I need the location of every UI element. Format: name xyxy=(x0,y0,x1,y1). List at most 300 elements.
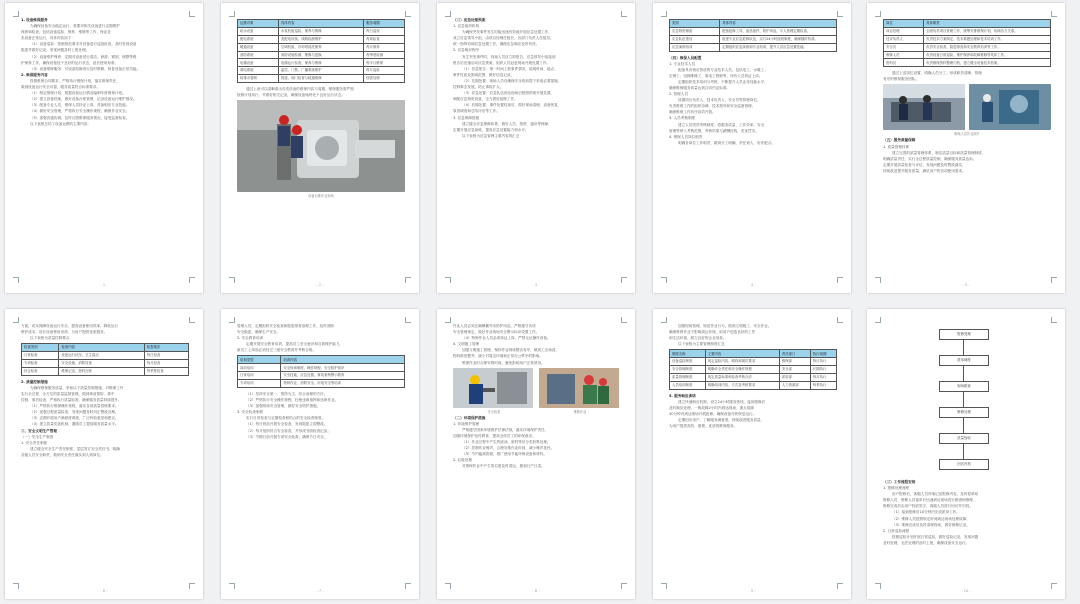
document-page-8[interactable] xyxy=(437,309,635,599)
text-line: 维保作业时合理安排时间，避免影响用户正常使用。 xyxy=(462,360,545,365)
table-cell: 空调机组、冷却塔清洗保养 xyxy=(278,43,363,51)
text-line: 2. 日常巡检流程 xyxy=(883,528,910,533)
page-body xyxy=(883,17,1051,279)
table-header-cell: 岗位 xyxy=(884,20,924,28)
page-body xyxy=(21,323,189,585)
photo-block-left xyxy=(453,366,535,415)
text-line: 2. 管理人员 xyxy=(669,92,688,97)
photo-caption: 设备运维作业现场 xyxy=(308,194,334,199)
text-line: 和生活环境，树立良好的企业形象。 xyxy=(669,336,727,341)
text-line: （2）控制作业噪声，合理安排作业时间，减少噪声扰民。 xyxy=(462,446,555,451)
table-cell: 每日执行 xyxy=(810,358,836,366)
page-number: - 2 - xyxy=(316,283,324,287)
text-line: （2）加强过程质量检查，发现问题及时纠正整改处理。 xyxy=(30,410,119,415)
table-cell: 安全员 xyxy=(884,43,924,51)
table-cell: 弱电系统 xyxy=(238,67,279,75)
table-header-row xyxy=(238,356,405,364)
table-cell: 质检部 xyxy=(779,374,810,382)
table-cell: 日常培训 xyxy=(238,372,281,380)
page-number: - 3 - xyxy=(532,283,540,287)
text-line: 1. 质量管理体系 xyxy=(883,144,910,149)
text-line: 30分钟内到达现场开展抢修，确保设备尽快恢复运行。 xyxy=(669,412,757,417)
text-line: （4）后期处置：事件处置结束后，做好现场清理、设备恢复、 xyxy=(462,103,562,108)
table-cell: 安全管理制度 xyxy=(670,366,706,374)
table-cell: 安全规章制度、操作规程、安全防护知识 xyxy=(281,364,405,372)
text-line: 维修完成后由用户验收签字，客服人员进行回访并归档。 xyxy=(883,504,973,509)
text-line: （3）设备维修服务：对设备故障进行及时维修，恢复设备正常功能。 xyxy=(30,66,141,71)
table-cell: 应急演练培训 xyxy=(670,43,720,51)
page-body xyxy=(669,17,837,279)
text-line: 维修人员，维修人员接单后迅速到达现场进行勘查和维修， xyxy=(883,498,977,503)
table-cell: 每日巡视 xyxy=(364,27,405,35)
table-cell: 专项检查 xyxy=(22,360,59,368)
table-cell: 电梯设备 xyxy=(238,59,279,67)
table-cell: 综合检查 xyxy=(22,367,59,375)
text-line: 维护成本，延长设备使用寿命，为用户提供优质服务。 xyxy=(21,330,108,335)
page-number: - 8 - xyxy=(532,589,540,593)
table-row xyxy=(238,75,405,83)
text-line: 2. 应急响应程序 xyxy=(453,48,480,53)
document-page-10[interactable] xyxy=(867,309,1065,599)
text-line: 按照维保合同要求，严格执行维保计划，落实维保责任， xyxy=(30,78,120,83)
table-cell: 应急队伍建设 xyxy=(670,35,720,43)
table-header-cell: 运维对象 xyxy=(238,20,279,28)
text-line: 建立健全应急保障体系，做好人员、物资、通讯等保障， xyxy=(462,121,552,126)
table-cell: 每月保养 xyxy=(364,43,405,51)
text-line: 有序的维保服务团队。 xyxy=(883,77,919,82)
table-cell: 长期执行 xyxy=(810,366,836,374)
page-body xyxy=(669,323,837,585)
text-line: 建立完善的质量管理体系，制定质量目标和质量管理制度， xyxy=(892,150,986,155)
document-page-3[interactable] xyxy=(437,3,635,293)
text-line: （4）建立质量奖惩机制，激励员工提高服务质量水平。 xyxy=(30,422,119,427)
section-heading: （四）维保人员配置 xyxy=(669,55,702,60)
table-cell: 变配电设备、线路检测维护 xyxy=(278,35,363,43)
table-cell: 全面负责项目管理工作，统筹安排维保计划，协调各方关系。 xyxy=(924,27,1051,35)
text-line: 以下表格为主要管理制度汇总： xyxy=(678,342,729,347)
table-cell: 明确安全责任和安全操作规程 xyxy=(705,366,779,374)
table-cell: 资料员 xyxy=(884,59,924,67)
table-header-cell: 执行周期 xyxy=(810,350,836,358)
table-cell: 应急物资储备 xyxy=(670,27,720,35)
table-cell: 每半月维保 xyxy=(364,59,405,67)
table-cell: 负责维保资料整理归档，建立健全设备技术档案。 xyxy=(924,59,1051,67)
text-line: （1）严格执行维保操作规程，落实各项质量管理要求。 xyxy=(30,404,119,409)
table-cell: 每月执行 xyxy=(810,374,836,382)
text-line: 原因调查和总结评估等工作。 xyxy=(453,109,500,114)
flow-step: 现场勘查 xyxy=(939,381,989,392)
page-number: - 5 - xyxy=(962,283,970,287)
table-cell: 每月检查 xyxy=(144,360,188,368)
table-row xyxy=(670,381,837,389)
text-line: （1）设备巡检：按照规范要求对设备进行巡视检查，及时发现设备 xyxy=(30,42,137,47)
table-row xyxy=(238,364,405,372)
text-line: 定期开展应急演练，提高应急处置能力和水平。 xyxy=(453,127,529,132)
table-cell: 水泵机组巡检、保养与维修 xyxy=(278,27,363,35)
text-line: 确保维保服务质量达到合同约定标准。 xyxy=(669,85,731,90)
table-row xyxy=(238,35,405,43)
section-heading: （三）应急处理预案 xyxy=(453,18,486,22)
text-line: 定期回访用户，了解服务满意度，持续改进服务质量， xyxy=(678,418,765,423)
table-cell: 维保记录、资料台账 xyxy=(59,367,144,375)
table-cell: 电梯运行检查、保养与维修 xyxy=(278,59,363,67)
table-cell: 每周检查 xyxy=(364,35,405,43)
page-body xyxy=(237,17,405,279)
table-cell: 项目经理 xyxy=(884,27,924,35)
table-row xyxy=(884,59,1051,67)
table-row xyxy=(884,43,1051,51)
page-number: - 4 - xyxy=(748,283,756,287)
table-cell: 管道、阀门检查与疏通维修 xyxy=(278,75,363,83)
table-cell: 人员培训制度 xyxy=(670,381,706,389)
text-line: 持续改进提升服务质量，满足用户的各项使用需求。 xyxy=(883,168,966,173)
text-line: 明确质量责任，实行全过程质量控制，确保服务质量达标。 xyxy=(883,156,977,161)
table-row xyxy=(22,367,189,375)
text-line: 加强环境保护宣传教育，提高全体员工的环保意识。 xyxy=(453,433,536,438)
page-number: - 6 - xyxy=(100,589,108,593)
text-line: （1）信息报告：第一时间上报事件情况，说明时间、地点、 xyxy=(462,66,558,71)
table-row xyxy=(238,372,405,380)
table-header-row xyxy=(884,20,1051,28)
text-line: 安全管理规定，做好作业现场安全警示标识设置工作。 xyxy=(453,330,540,335)
page-number: - 10 - xyxy=(961,589,971,593)
text-line: 控制事态发展，防止事故扩大。 xyxy=(453,85,504,90)
text-line: 安全隐患，确保生产安全。 xyxy=(237,330,281,335)
page-body xyxy=(21,17,189,279)
text-line: 实行日常检查与定期检查相结合的安全检查制度。 xyxy=(246,416,326,421)
text-line: 按照计划执行，并做好相关记录，确保设备始终处于良好运行状态。 xyxy=(237,93,345,98)
table-cell: 日常检查 xyxy=(22,352,59,360)
table-header-cell: 制度名称 xyxy=(670,350,706,358)
staff-photo-right xyxy=(969,84,1052,130)
table-header-row xyxy=(670,350,837,358)
text-line: （1）制定维保计划，根据设备运行情况编制年度维保计划。 xyxy=(30,91,126,96)
document-page-9[interactable] xyxy=(653,309,851,599)
maintenance-table xyxy=(237,19,405,83)
table-cell: 负责设备日常巡检、维护保养和故障维修等具体工作。 xyxy=(924,51,1051,59)
photo-caption: 维修作业 xyxy=(573,409,587,414)
table-cell: 每季度检测 xyxy=(364,51,405,59)
flow-step: 报修受理 xyxy=(939,329,989,340)
table-header-cell: 具体内容 xyxy=(278,20,363,28)
table-header-cell: 主要内容 xyxy=(705,350,779,358)
table-cell: 设备巡检制度 xyxy=(670,358,706,366)
text-line: 做到设备运行安全可靠，服务质量符合标准要求。 xyxy=(21,85,101,90)
document-page-5[interactable] xyxy=(867,3,1065,293)
text-line: 各级人员安全职责，做到安全责任落实到人到岗位。 xyxy=(21,452,104,457)
table-cell: 岗前培训 xyxy=(238,364,281,372)
page-body xyxy=(883,323,1051,585)
staff-photo-left xyxy=(883,84,966,130)
section-heading: 1. 设备维保服务 xyxy=(21,18,48,22)
text-line: 2. 垃圾处理 xyxy=(453,458,472,463)
page-body xyxy=(237,323,405,585)
table-cell: 特种作业、消防安全、用电安全等培训 xyxy=(281,380,405,388)
table-row xyxy=(670,35,837,43)
inspection-photo xyxy=(453,368,535,408)
text-line: 负责维保工作的组织协调、技术指导和安全监督管理， xyxy=(669,104,756,109)
text-line: 严格遵守国家环境保护法律法规，落实环境保护责任， xyxy=(462,427,549,432)
table-cell: 消防系统 xyxy=(238,51,279,59)
table-row xyxy=(884,35,1051,43)
table-cell: 给水设备 xyxy=(238,27,279,35)
text-line: 以下表格总结了设备运维的主要内容： xyxy=(30,121,92,126)
table-header-cell: 培训类型 xyxy=(238,356,281,364)
table-cell: 定期组织应急演练和专业培训，提升人员应急处置技能。 xyxy=(720,43,837,51)
table-cell: 设备运行状况、卫生清洁 xyxy=(59,352,144,360)
table-header-cell: 具体职责 xyxy=(924,20,1051,28)
table-row xyxy=(238,380,405,388)
flow-step: 质量验收 xyxy=(939,433,989,444)
table-cell: 安全设施、消防设备 xyxy=(59,360,144,368)
table-row xyxy=(884,27,1051,35)
document-page-1[interactable] xyxy=(5,3,203,293)
table-cell: 专项培训 xyxy=(238,380,281,388)
text-line: 配备具有相应资质的专业技术人员，包括电工、水暖工、 xyxy=(678,67,768,72)
text-line: 为确保设备安全稳定运行，需要对相关设备进行定期维护 xyxy=(30,24,120,29)
staff-duty-table xyxy=(883,19,1051,67)
flow-step: 维修处理 xyxy=(939,407,989,418)
section-heading: （二）环境保护措施 xyxy=(453,415,486,420)
text-line: （一）安全生产制度 xyxy=(21,434,54,439)
text-line: 2. 安全教育培训 xyxy=(237,336,264,341)
table-cell: 组建专业应急抢修队伍，实行24小时值班制度，确保随时待命。 xyxy=(720,35,837,43)
table-header-cell: 检查频次 xyxy=(144,344,188,352)
page-number: - 7 - xyxy=(316,589,324,593)
text-line: 3. 人员考核制度 xyxy=(669,116,696,121)
text-line: 用户报修后，客服人员详细记录报修内容，及时派单给 xyxy=(892,492,979,497)
text-line: 设置项目负责人、技术负责人、安全员等管理岗位， xyxy=(678,98,761,103)
table-row xyxy=(884,51,1051,59)
text-line: 1. 专业技术人员 xyxy=(669,61,696,66)
text-line: （2）每月组织综合安全检查，并形成书面检查记录。 xyxy=(246,428,331,433)
text-line: （5）加强沟通协调，及时反馈维保服务情况，接受监督检查。 xyxy=(30,115,130,120)
text-line: 3. 安全检查制度 xyxy=(237,410,264,415)
table-cell: 维保部 xyxy=(779,358,810,366)
text-line: 隐患并做好记录，发现问题及时上报处理。 xyxy=(21,48,90,53)
document-page-4[interactable] xyxy=(653,3,851,293)
text-line: 类设备正常运行，具体内容如下： xyxy=(21,36,75,41)
document-page-6[interactable] xyxy=(5,309,203,599)
flow-connector xyxy=(963,339,964,355)
table-cell: 配备抢修工具、备品备件、防护用品，专人管理定期检查。 xyxy=(720,27,837,35)
text-line: 报告后迅速启动应急预案，组织人员赶赴现场开展处置工作。 xyxy=(453,60,551,65)
table-row xyxy=(670,358,837,366)
flow-connector xyxy=(963,443,964,459)
table-cell: 每日检查 xyxy=(144,352,188,360)
table-cell: 明确培训内容、方式及考核要求 xyxy=(705,381,779,389)
text-line: 控制、事后检查，严格执行质量标准，确保服务质量持续提升。 xyxy=(21,398,122,403)
text-line: 管理人员，定期组织安全检查和隐患排查治理工作，及时消除 xyxy=(237,324,335,328)
text-line: （1）坚持安全第一、预防为主、综合治理的方针。 xyxy=(246,391,328,396)
text-line: 按照巡检计划开展日常巡检，做好巡检记录，发现问题 xyxy=(892,534,979,539)
text-line: 空调工、电梯维修工、弱电工程师等，所有人员持证上岗。 xyxy=(669,73,763,78)
text-line: 定期组织技术培训与考核，不断提升人员业务技能水平， xyxy=(678,79,768,84)
text-line: 建立快速响应机制，设立24小时服务热线，接到报修后 xyxy=(678,399,766,404)
text-line: （4）做好安全管理，严格执行安全操作规程，确保作业安全。 xyxy=(30,109,130,114)
table-header-row xyxy=(670,20,837,28)
text-line: 明确各岗位工作职责，做到分工明确、责任到人、协作配合。 xyxy=(678,140,776,145)
text-line: 保养和检查，包括设备巡检、保养、维修等工作，保证各 xyxy=(21,30,111,35)
text-line: 4. 维保人员岗位职责 xyxy=(669,134,703,139)
text-line: 定期开展安全教育培训，提高员工安全意识和自我保护能力， xyxy=(246,342,344,347)
text-line: 以下表格为质量控制要点： xyxy=(30,336,74,341)
text-line: 成立应急领导小组，由项目经理任组长，各部门负责人任组员。 xyxy=(453,36,554,41)
table-row xyxy=(670,374,837,382)
flow-connector xyxy=(963,365,964,381)
text-line: （2）设备维护保养：定期对设备进行清洁、润滑、紧固、调整等维 xyxy=(30,54,137,59)
training-table xyxy=(237,355,405,388)
table-cell: 消防设施检测、维修与更换 xyxy=(278,51,363,59)
text-line: 调配应急物资设备，全力做好抢修工作。 xyxy=(453,97,518,102)
text-line: 新员工上岗前必须经过三级安全教育并考核合格。 xyxy=(237,348,317,353)
table-cell: 规定巡检内容、路线和频次要求 xyxy=(705,358,779,366)
text-line: （2）建立设备档案，做好设备台账管理，记录设备运行维护情况。 xyxy=(30,97,137,102)
table-cell: 每季执行 xyxy=(810,381,836,389)
table-row xyxy=(22,360,189,368)
text-line: （2）维修人员按照规定时间到达现场处理故障。 xyxy=(892,516,970,521)
table-header-cell: 具体内容 xyxy=(720,20,837,28)
table-row xyxy=(238,51,405,59)
text-line: 1. 报修处理流程 xyxy=(883,486,910,491)
table-cell: 质量管理制度 xyxy=(670,374,706,382)
text-line: 3. 应急保障措施 xyxy=(453,115,480,120)
table-cell: 配电系统 xyxy=(238,35,279,43)
text-line: 4. 文明施工管理 xyxy=(453,342,480,347)
flow-connector xyxy=(963,391,964,407)
text-line: 护保养工作，确保设备处于良好的运行状态，延长使用寿命。 xyxy=(21,60,119,65)
text-line: （1）每日班前开展安全检查，发现隐患立即整改。 xyxy=(246,422,328,427)
section-heading: 5. 服务响应承诺 xyxy=(669,393,696,398)
table-cell: 监控、门禁、广播系统维护 xyxy=(278,67,363,75)
table-cell: 维修人员 xyxy=(884,51,924,59)
text-line: 方面，切实保障设备运行安全，提高设备使用效率，降低运行 xyxy=(21,324,119,328)
text-line: 为确保维保服务质量，采取以下质量控制措施，对维保工作 xyxy=(30,385,124,390)
text-line: 发生突发事件时，现场人员应立即报告，应急领导小组接到 xyxy=(462,54,556,59)
page-number: - 1 - xyxy=(100,283,108,287)
policy-table xyxy=(669,349,837,389)
technicians-photo xyxy=(237,100,405,192)
text-line: 统一指挥协调应急处置工作，确保应急响应及时有效。 xyxy=(453,42,540,47)
table-header-row xyxy=(22,344,189,352)
text-line: 建立健全安全生产责任制度，层层签订安全责任书，明确 xyxy=(30,446,120,451)
text-line: （3）应急处置：应急队伍到达现场后按照预案开展处置， xyxy=(462,91,555,96)
quality-check-table xyxy=(21,343,189,376)
table-row xyxy=(670,366,837,374)
text-line: 1. 安全责任制度 xyxy=(21,440,48,445)
table-cell: 安全部 xyxy=(779,366,810,374)
text-line: 为用户提供高效、便捷、优质的维保服务。 xyxy=(669,424,738,429)
text-line: 加强文明施工管理，保持作业现场整洁有序，做到工完场清， xyxy=(462,348,560,353)
table-row xyxy=(238,67,405,75)
table-header-cell: 责任部门 xyxy=(779,350,810,358)
photo-row xyxy=(883,82,1051,132)
table-header-cell: 检查内容 xyxy=(59,344,144,352)
table-cell: 人力资源部 xyxy=(779,381,810,389)
process-flowchart xyxy=(883,329,1051,479)
emergency-table xyxy=(669,19,837,52)
page-number: - 9 - xyxy=(748,589,756,593)
repair-photo xyxy=(539,368,621,408)
page-body xyxy=(453,323,621,585)
text-line: （1）作业过程中产生的废油、废料等应分类收集处理。 xyxy=(462,440,551,445)
photo-caption: 安全检查 xyxy=(487,409,501,414)
text-line: 通过上述岗位设置，明确人员分工，形成职责清晰、管理 xyxy=(892,71,982,76)
table-cell: 暖通设备 xyxy=(238,43,279,51)
table-header-cell: 培训内容 xyxy=(281,356,405,364)
text-line: 事件性质及影响范围，做好信息记录。 xyxy=(453,72,515,77)
text-line: （2）严格执行安全操作规程，杜绝违章指挥和违章作业。 xyxy=(246,398,339,403)
table-row xyxy=(22,352,189,360)
text-line: 实行全过程、全方位的质量监督管理，做到事前预防、事中 xyxy=(21,391,115,396)
table-cell: 技术负责人 xyxy=(884,35,924,43)
table-cell: 规定质量标准和检查考核办法 xyxy=(705,374,779,382)
table-row xyxy=(238,59,405,67)
table-row xyxy=(238,43,405,51)
text-line: （3）配备专业人员，维保人员持证上岗，具备相应专业技能。 xyxy=(30,103,130,108)
text-line: 确保维保工作有序高效开展。 xyxy=(669,110,716,115)
table-row xyxy=(238,27,405,35)
table-row xyxy=(670,27,837,35)
document-page-2[interactable] xyxy=(221,3,419,293)
table-cell: 按需处理 xyxy=(364,75,405,83)
section-heading: （五）服务质量保障 xyxy=(883,138,916,143)
text-line: 作业人员必须正确佩戴劳动防护用品，严格遵守各项 xyxy=(453,324,536,328)
table-cell: 给排水管网 xyxy=(238,75,279,83)
text-line: 对维保作业中产生的垃圾及时清运，做到日产日清。 xyxy=(462,464,545,469)
text-line: 物料堆放整齐，减少对周边环境和正常办公秩序的影响。 xyxy=(453,354,543,359)
photo-caption: 维保人员作业照片 xyxy=(954,132,980,137)
text-line: （3）节假日前开展专项安全检查，确保节日安全。 xyxy=(246,434,328,439)
photo-block-right xyxy=(539,366,621,415)
document-page-7[interactable] xyxy=(221,309,419,599)
text-line: （3）节约能源资源，推广使用节能环保设备和材料。 xyxy=(462,452,547,457)
table-cell: 负责技术方案制定、技术难题处理和技术培训工作。 xyxy=(924,35,1051,43)
text-line: 确保维保作业不影响周边环境，给用户创造良好的工作 xyxy=(669,330,756,335)
text-line: 为确保突发事件发生时能迅速有效地开展应急处置工作， xyxy=(462,30,552,35)
table-cell: 每季度检查 xyxy=(144,367,188,375)
text-line: 及时处理，无法处理的及时上报，确保设备安全运行。 xyxy=(883,540,970,545)
text-line: 建立人员绩效考核制度，将服务质量、工作效率、安全 xyxy=(678,122,765,127)
table-header-cell: 类别 xyxy=(670,20,720,28)
table-cell: 每月巡检 xyxy=(364,67,405,75)
text-line: （1）接到报修后10分钟内完成派单工作。 xyxy=(892,510,960,515)
section-heading: （三）工作流程安排 xyxy=(883,480,916,484)
table-header-cell: 服务周期 xyxy=(364,20,405,28)
text-line: 1. 环境保护管理 xyxy=(453,421,480,426)
flow-connector xyxy=(963,417,964,433)
section-heading: 2. 维保服务内容 xyxy=(21,72,48,77)
text-line: 以下表格为应急管理主要内容的汇总： xyxy=(462,133,524,138)
table-header-cell: 检查类别 xyxy=(22,344,59,352)
text-line: 及时响应处理，一般故障2小时内到达现场，重大故障 xyxy=(669,405,754,410)
page-body xyxy=(453,17,621,279)
text-line: 定期开展质量检查与评估，发现问题及时整改落实， xyxy=(883,162,966,167)
table-cell: 负责安全检查、隐患排查和安全教育培训等工作。 xyxy=(924,43,1051,51)
flow-step: 回访归档 xyxy=(939,459,989,470)
text-line: （4）特种作业人员必须持证上岗，严禁无证操作设备。 xyxy=(462,336,551,341)
text-line: 1. 应急组织机构 xyxy=(453,24,480,29)
text-line: 加强现场管理，规范作业行为，做到文明施工、安全作业。 xyxy=(678,324,772,328)
section-heading: 2. 质量控制措施 xyxy=(21,379,48,384)
photo-row xyxy=(453,366,621,415)
section-heading: 三、安全文明生产管理 xyxy=(21,428,57,433)
table-row xyxy=(670,43,837,51)
text-line: 通过上表可以清晰看出各类设备的维保内容与周期，维保服务需严格 xyxy=(246,87,354,91)
flow-step: 派单调度 xyxy=(939,355,989,366)
text-line: （2）先期处置：现场人员在确保安全的前提下采取必要措施， xyxy=(462,78,562,83)
table-cell: 安全技能、应急处置、事故案例警示教育 xyxy=(281,372,405,380)
